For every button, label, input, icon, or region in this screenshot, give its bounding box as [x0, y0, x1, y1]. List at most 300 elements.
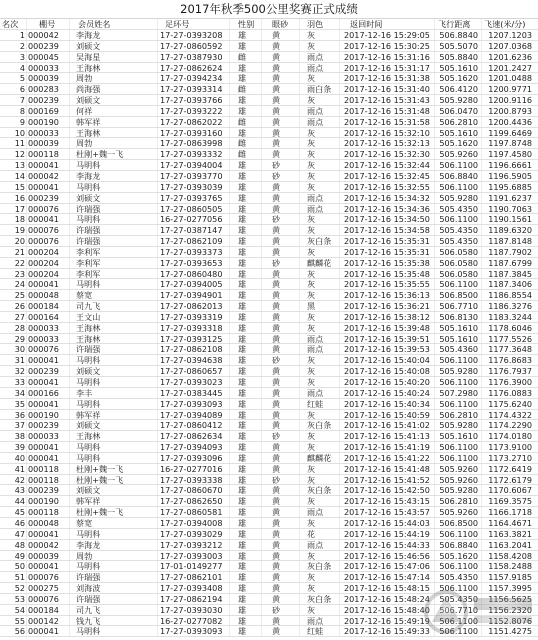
cell-rank: 40 — [0, 453, 27, 463]
cell-rank: 1 — [0, 30, 27, 40]
cell-distance: 505.9260 — [435, 149, 482, 159]
cell-distance: 506.8840 — [435, 171, 482, 181]
table-row — [0, 529, 538, 540]
table-row — [0, 73, 538, 84]
cell-return-time: 2017-12-16 15:41:02 — [340, 420, 435, 430]
cell-rank: 38 — [0, 431, 27, 441]
cell-return-time: 2017-12-16 15:31:43 — [340, 95, 435, 105]
cell-eye: 黄 — [262, 247, 300, 257]
cell-member-name: 韩军祥 — [70, 496, 158, 506]
cell-return-time: 2017-12-16 15:29:05 — [340, 30, 435, 40]
cell-rank: 6 — [0, 84, 27, 94]
cell-sex: 雄 — [230, 518, 262, 528]
cell-feather-color: 雨点 — [300, 388, 340, 398]
cell-loft-no: 000041 — [27, 160, 70, 170]
cell-feather-color: 灰 — [300, 431, 340, 441]
cell-feather-color: 灰 — [300, 247, 340, 257]
cell-feather-color: 灰 — [300, 496, 340, 506]
cell-eye: 黄 — [262, 106, 300, 116]
cell-loft-no: 000041 — [27, 355, 70, 365]
cell-speed: 1174.2290 — [488, 420, 532, 431]
cell-member-name: 许瑞强 — [70, 572, 158, 582]
cell-feather-color: 雨点 — [300, 117, 340, 127]
cell-member-name: 李海龙 — [70, 171, 158, 181]
cell-sex: 雄 — [230, 63, 262, 73]
cell-ring-no: 17-27-0860412 — [158, 420, 230, 430]
cell-distance: 505.4350 — [435, 225, 482, 235]
cell-member-name: 李海龙 — [70, 540, 158, 550]
cell-return-time: 2017-12-16 15:40:59 — [340, 410, 435, 420]
cell-member-name: 李利军 — [70, 269, 158, 279]
cell-feather-color: 灰 — [300, 290, 340, 300]
cell-loft-no: 000184 — [27, 605, 70, 615]
cell-eye: 黄 — [262, 507, 300, 517]
cell-member-name: 杜刚+魏一飞 — [70, 149, 158, 159]
cell-feather-color: 雨点 — [300, 106, 340, 116]
cell-rank: 28 — [0, 323, 27, 333]
cell-distance: 505.9260 — [435, 464, 482, 474]
cell-rank: 11 — [0, 138, 27, 148]
cell-member-name: 刘硕文 — [70, 193, 158, 203]
table-row — [0, 366, 538, 377]
cell-speed: 1173.2710 — [488, 452, 532, 463]
cell-return-time: 2017-12-16 15:47:14 — [340, 572, 435, 582]
cell-loft-no: 000041 — [27, 214, 70, 224]
cell-distance: 506.8130 — [435, 312, 482, 322]
cell-loft-no: 000039 — [27, 138, 70, 148]
cell-sex: 雄 — [230, 410, 262, 420]
cell-loft-no: 000039 — [27, 73, 70, 83]
table-row — [0, 399, 538, 410]
cell-speed: 1187.8148 — [488, 236, 532, 246]
cell-eye: 黄 — [262, 84, 300, 94]
cell-distance: 506.8500 — [435, 518, 482, 528]
cell-feather-color: 灰白条 — [300, 420, 340, 430]
cell-distance: 506.0470 — [435, 106, 482, 116]
cell-sex: 雄 — [230, 431, 262, 441]
table-header-row — [0, 19, 538, 30]
cell-member-name: 马明科 — [70, 529, 158, 539]
cell-eye: 黄 — [262, 149, 300, 159]
cell-loft-no: 000076 — [27, 204, 70, 214]
cell-ring-no: 17-27-0860592 — [158, 41, 230, 51]
cell-distance: 506.1100 — [435, 616, 482, 626]
cell-member-name: 杜刚+魏一飞 — [70, 475, 158, 485]
header-loft-no: 棚号 — [27, 19, 70, 29]
cell-return-time: 2017-12-16 15:40:04 — [340, 355, 435, 365]
cell-distance: 505.1620 — [435, 138, 482, 148]
table-body — [0, 30, 538, 637]
cell-feather-color: 雨点 — [300, 507, 340, 517]
cell-return-time: 2017-12-16 15:43:15 — [340, 496, 435, 506]
cell-feather-color: 灰 — [300, 518, 340, 528]
table-row — [0, 377, 538, 388]
cell-ring-no: 17-27-0860670 — [158, 485, 230, 495]
cell-return-time: 2017-12-16 15:44:33 — [340, 540, 435, 550]
cell-feather-color: 灰 — [300, 475, 340, 485]
cell-ring-no: 17-27-0393212 — [158, 540, 230, 550]
cell-sex: 雄 — [230, 366, 262, 376]
cell-feather-color: 灰 — [300, 442, 340, 452]
cell-speed: 1176.0883 — [488, 387, 532, 398]
cell-distance: 505.4350 — [435, 204, 482, 214]
cell-ring-no: 17-27-0862013 — [158, 301, 230, 311]
cell-return-time: 2017-12-16 15:36:13 — [340, 290, 435, 300]
cell-eye: 黄 — [262, 95, 300, 105]
cell-feather-color: 灰 — [300, 551, 340, 561]
cell-sex: 雄 — [230, 312, 262, 322]
cell-loft-no: 000184 — [27, 301, 70, 311]
cell-return-time: 2017-12-16 15:43:57 — [340, 507, 435, 517]
cell-distance: 506.2810 — [435, 117, 482, 127]
cell-rank: 51 — [0, 572, 27, 582]
cell-distance: 505.9260 — [435, 475, 482, 485]
cell-speed: 1178.6046 — [488, 322, 532, 333]
cell-rank: 56 — [0, 626, 27, 636]
cell-loft-no: 000041 — [27, 529, 70, 539]
cell-ring-no: 17-27-0863998 — [158, 138, 230, 148]
cell-sex: 雄 — [230, 377, 262, 387]
cell-rank: 37 — [0, 420, 27, 430]
cell-return-time: 2017-12-16 15:40:34 — [340, 399, 435, 409]
cell-eye: 黄 — [262, 518, 300, 528]
cell-member-name: 李利军 — [70, 247, 158, 257]
table-row — [0, 453, 538, 464]
cell-distance: 506.1100 — [435, 355, 482, 365]
cell-eye: 砂 — [262, 355, 300, 365]
cell-return-time: 2017-12-16 15:35:31 — [340, 236, 435, 246]
cell-distance: 505.4350 — [435, 236, 482, 246]
cell-sex: 雄 — [230, 193, 262, 203]
cell-loft-no: 000041 — [27, 626, 70, 636]
cell-sex: 雄 — [230, 95, 262, 105]
cell-speed: 1186.3276 — [488, 301, 532, 311]
cell-return-time: 2017-12-16 15:31:38 — [340, 73, 435, 83]
cell-distance: 505.4360 — [435, 344, 482, 354]
table-row — [0, 572, 538, 583]
cell-member-name: 刘硕文 — [70, 420, 158, 430]
cell-sex: 雄 — [230, 236, 262, 246]
cell-distance: 506.1100 — [435, 561, 482, 571]
cell-eye: 砂 — [262, 431, 300, 441]
cell-distance: 505.1610 — [435, 431, 482, 441]
cell-return-time: 2017-12-16 15:48:15 — [340, 583, 435, 593]
cell-member-name: 王海林 — [70, 128, 158, 138]
cell-distance: 505.9260 — [435, 507, 482, 517]
table-row — [0, 301, 538, 312]
cell-feather-color: 灰 — [300, 182, 340, 192]
cell-member-name: 司九飞 — [70, 605, 158, 615]
cell-return-time: 2017-12-16 15:48:24 — [340, 594, 435, 604]
cell-return-time: 2017-12-16 15:35:31 — [340, 247, 435, 257]
cell-speed: 1195.6885 — [488, 181, 532, 192]
cell-ring-no: 17-27-0393318 — [158, 323, 230, 333]
cell-ring-no: 17-27-0862022 — [158, 117, 230, 127]
cell-distance: 505.5070 — [435, 41, 482, 51]
cell-rank: 34 — [0, 388, 27, 398]
cell-eye: 黄 — [262, 117, 300, 127]
cell-distance: 505.9280 — [435, 193, 482, 203]
table-row — [0, 594, 538, 605]
cell-eye: 黄 — [262, 594, 300, 604]
cell-speed: 1158.4208 — [488, 550, 532, 561]
cell-loft-no: 000042 — [27, 540, 70, 550]
cell-rank: 36 — [0, 410, 27, 420]
cell-loft-no: 000239 — [27, 485, 70, 495]
cell-return-time: 2017-12-16 15:38:12 — [340, 312, 435, 322]
cell-feather-color: 灰 — [300, 41, 340, 51]
cell-rank: 46 — [0, 518, 27, 528]
cell-ring-no: 17-27-0394089 — [158, 410, 230, 420]
cell-ring-no: 17-27-0860505 — [158, 204, 230, 214]
cell-loft-no: 000076 — [27, 572, 70, 582]
cell-rank: 42 — [0, 475, 27, 485]
cell-rank: 29 — [0, 334, 27, 344]
cell-return-time: 2017-12-16 15:32:30 — [340, 149, 435, 159]
cell-loft-no: 000190 — [27, 410, 70, 420]
cell-member-name: 韩军祥 — [70, 117, 158, 127]
header-sex: 性别 — [230, 19, 262, 29]
cell-sex: 雄 — [230, 30, 262, 40]
cell-rank: 10 — [0, 128, 27, 138]
table-row — [0, 410, 538, 421]
header-distance: 飞行距离 — [435, 19, 482, 29]
cell-feather-color: 雨点 — [300, 334, 340, 344]
cell-rank: 8 — [0, 106, 27, 116]
cell-sex: 雄 — [230, 106, 262, 116]
cell-feather-color: 灰 — [300, 583, 340, 593]
cell-rank: 15 — [0, 182, 27, 192]
cell-loft-no: 000033 — [27, 431, 70, 441]
cell-return-time: 2017-12-16 15:32:45 — [340, 171, 435, 181]
cell-loft-no: 000041 — [27, 561, 70, 571]
cell-eye: 黄 — [262, 193, 300, 203]
table-row — [0, 420, 538, 431]
cell-sex: 雄 — [230, 605, 262, 615]
header-ring-no: 足环号 — [158, 19, 230, 29]
cell-loft-no: 000041 — [27, 377, 70, 387]
table-row — [0, 258, 538, 269]
table-row — [0, 160, 538, 171]
cell-eye: 黄 — [262, 236, 300, 246]
cell-member-name: 刘硕文 — [70, 366, 158, 376]
cell-loft-no: 000076 — [27, 225, 70, 235]
cell-loft-no: 000190 — [27, 496, 70, 506]
cell-sex: 雄 — [230, 323, 262, 333]
cell-eye: 黄 — [262, 290, 300, 300]
table-row — [0, 540, 538, 551]
table-row — [0, 117, 538, 128]
cell-distance: 506.4120 — [435, 84, 482, 94]
cell-rank: 20 — [0, 236, 27, 246]
cell-speed: 1191.6237 — [488, 192, 532, 203]
cell-return-time: 2017-12-16 15:31:40 — [340, 84, 435, 94]
cell-feather-color: 灰 — [300, 160, 340, 170]
cell-speed: 1157.3995 — [488, 583, 532, 593]
cell-speed: 1157.9185 — [488, 572, 532, 583]
cell-distance: 505.9280 — [435, 366, 482, 376]
cell-eye: 黄 — [262, 485, 300, 495]
cell-speed: 1190.7063 — [488, 203, 532, 214]
cell-eye: 黄 — [262, 128, 300, 138]
cell-loft-no: 000239 — [27, 366, 70, 376]
cell-sex: 雄 — [230, 334, 262, 344]
cell-eye: 黄 — [262, 540, 300, 550]
cell-eye: 黄 — [262, 73, 300, 83]
table-row — [0, 605, 538, 616]
cell-member-name: 马明科 — [70, 561, 158, 571]
cell-ring-no: 17-27-0862109 — [158, 236, 230, 246]
cell-ring-no: 17-27-0393093 — [158, 626, 230, 636]
cell-feather-color: 灰 — [300, 269, 340, 279]
cell-distance: 505.9280 — [435, 95, 482, 105]
cell-member-name: 许瑞强 — [70, 225, 158, 235]
cell-rank: 48 — [0, 540, 27, 550]
cell-rank: 47 — [0, 529, 27, 539]
cell-return-time: 2017-12-16 15:41:52 — [340, 475, 435, 485]
cell-feather-color: 雨点 — [300, 52, 340, 62]
cell-feather-color: 花 — [300, 529, 340, 539]
cell-eye: 黄 — [262, 551, 300, 561]
cell-rank: 2 — [0, 41, 27, 51]
cell-sex: 雄 — [230, 269, 262, 279]
table-row — [0, 431, 538, 442]
cell-speed: 1169.3575 — [488, 496, 532, 507]
cell-sex: 雄 — [230, 496, 262, 506]
cell-distance: 506.7710 — [435, 605, 482, 615]
cell-eye: 砂 — [262, 214, 300, 224]
cell-member-name: 韩军祥 — [70, 410, 158, 420]
cell-ring-no: 17-27-0394008 — [158, 518, 230, 528]
table-row — [0, 52, 538, 63]
cell-feather-color: 灰 — [300, 138, 340, 148]
cell-feather-color: 红蛙 — [300, 399, 340, 409]
cell-return-time: 2017-12-16 15:41:19 — [340, 442, 435, 452]
cell-eye: 黄 — [262, 344, 300, 354]
cell-member-name: 马明科 — [70, 214, 158, 224]
header-member-name: 会员姓名 — [70, 19, 158, 29]
cell-return-time: 2017-12-16 15:41:13 — [340, 431, 435, 441]
cell-return-time: 2017-12-16 15:41:48 — [340, 464, 435, 474]
cell-return-time: 2017-12-16 15:39:53 — [340, 344, 435, 354]
cell-rank: 12 — [0, 149, 27, 159]
cell-speed: 1156.5625 — [488, 593, 532, 604]
cell-speed: 1200.9116 — [488, 95, 532, 105]
cell-speed: 1201.0488 — [488, 73, 532, 84]
cell-member-name: 司九飞 — [70, 301, 158, 311]
cell-rank: 45 — [0, 507, 27, 517]
cell-sex: 雄 — [230, 355, 262, 365]
cell-loft-no: 000166 — [27, 388, 70, 398]
cell-ring-no: 17-27-0393096 — [158, 453, 230, 463]
cell-eye: 黄 — [262, 301, 300, 311]
cell-rank: 27 — [0, 312, 27, 322]
cell-rank: 13 — [0, 160, 27, 170]
table-row — [0, 355, 538, 366]
cell-sex: 雄 — [230, 344, 262, 354]
cell-distance: 505.1610 — [435, 63, 482, 73]
cell-ring-no: 17-27-0393332 — [158, 149, 230, 159]
cell-distance: 505.1610 — [435, 323, 482, 333]
cell-eye: 黄 — [262, 334, 300, 344]
cell-ring-no: 17-27-0387147 — [158, 225, 230, 235]
cell-member-name: 王海林 — [70, 323, 158, 333]
cell-feather-color: 灰 — [300, 355, 340, 365]
cell-ring-no: 17-27-0393765 — [158, 193, 230, 203]
cell-sex: 雄 — [230, 171, 262, 181]
cell-sex: 雄 — [230, 41, 262, 51]
cell-distance: 507.2980 — [435, 388, 482, 398]
table-row — [0, 485, 538, 496]
cell-member-name: 尚海强 — [70, 84, 158, 94]
cell-speed: 1187.3406 — [488, 279, 532, 290]
cell-loft-no: 000033 — [27, 63, 70, 73]
cell-speed: 1176.8683 — [488, 355, 532, 366]
cell-speed: 1200.4436 — [488, 116, 532, 127]
cell-return-time: 2017-12-16 15:35:38 — [340, 258, 435, 268]
cell-speed: 1201.6236 — [488, 51, 532, 62]
cell-rank: 33 — [0, 377, 27, 387]
cell-rank: 22 — [0, 258, 27, 268]
table-row — [0, 518, 538, 529]
cell-speed: 1177.3648 — [488, 344, 532, 355]
cell-rank: 30 — [0, 344, 27, 354]
cell-rank: 23 — [0, 269, 27, 279]
cell-sex: 雌 — [230, 149, 262, 159]
cell-member-name: 吴海星 — [70, 52, 158, 62]
table-row — [0, 138, 538, 149]
cell-eye: 黄 — [262, 377, 300, 387]
table-row — [0, 236, 538, 247]
cell-sex: 雌 — [230, 84, 262, 94]
cell-loft-no: 000041 — [27, 442, 70, 452]
cell-distance: 505.9280 — [435, 420, 482, 430]
cell-member-name: 李海龙 — [70, 30, 158, 40]
cell-ring-no: 17-27-0393653 — [158, 258, 230, 268]
cell-speed: 1170.6067 — [488, 485, 532, 496]
cell-sex: 雄 — [230, 453, 262, 463]
cell-eye: 黄 — [262, 464, 300, 474]
cell-rank: 31 — [0, 355, 27, 365]
cell-distance: 506.8840 — [435, 540, 482, 550]
cell-sex: 雄 — [230, 551, 262, 561]
cell-loft-no: 000041 — [27, 279, 70, 289]
cell-member-name: 杜刚+魏一飞 — [70, 464, 158, 474]
cell-sex: 雄 — [230, 73, 262, 83]
cell-loft-no: 000164 — [27, 312, 70, 322]
cell-eye: 黄 — [262, 138, 300, 148]
cell-distance: 506.1100 — [435, 377, 482, 387]
cell-feather-color: 黑 — [300, 301, 340, 311]
cell-rank: 26 — [0, 301, 27, 311]
table-row — [0, 344, 538, 355]
cell-distance: 506.2810 — [435, 496, 482, 506]
cell-feather-color: 灰 — [300, 95, 340, 105]
cell-loft-no: 000239 — [27, 420, 70, 430]
cell-distance: 505.1620 — [435, 551, 482, 561]
cell-feather-color: 灰 — [300, 171, 340, 181]
cell-sex: 雄 — [230, 464, 262, 474]
cell-loft-no: 000204 — [27, 269, 70, 279]
cell-feather-color: 灰 — [300, 149, 340, 159]
cell-return-time: 2017-12-16 15:40:24 — [340, 388, 435, 398]
cell-speed: 1201.2427 — [488, 62, 532, 73]
cell-distance: 506.1100 — [435, 453, 482, 463]
cell-feather-color: 灰 — [300, 279, 340, 289]
cell-ring-no: 17-27-0394901 — [158, 290, 230, 300]
cell-rank: 32 — [0, 366, 27, 376]
header-feather-color: 羽色 — [300, 19, 340, 29]
